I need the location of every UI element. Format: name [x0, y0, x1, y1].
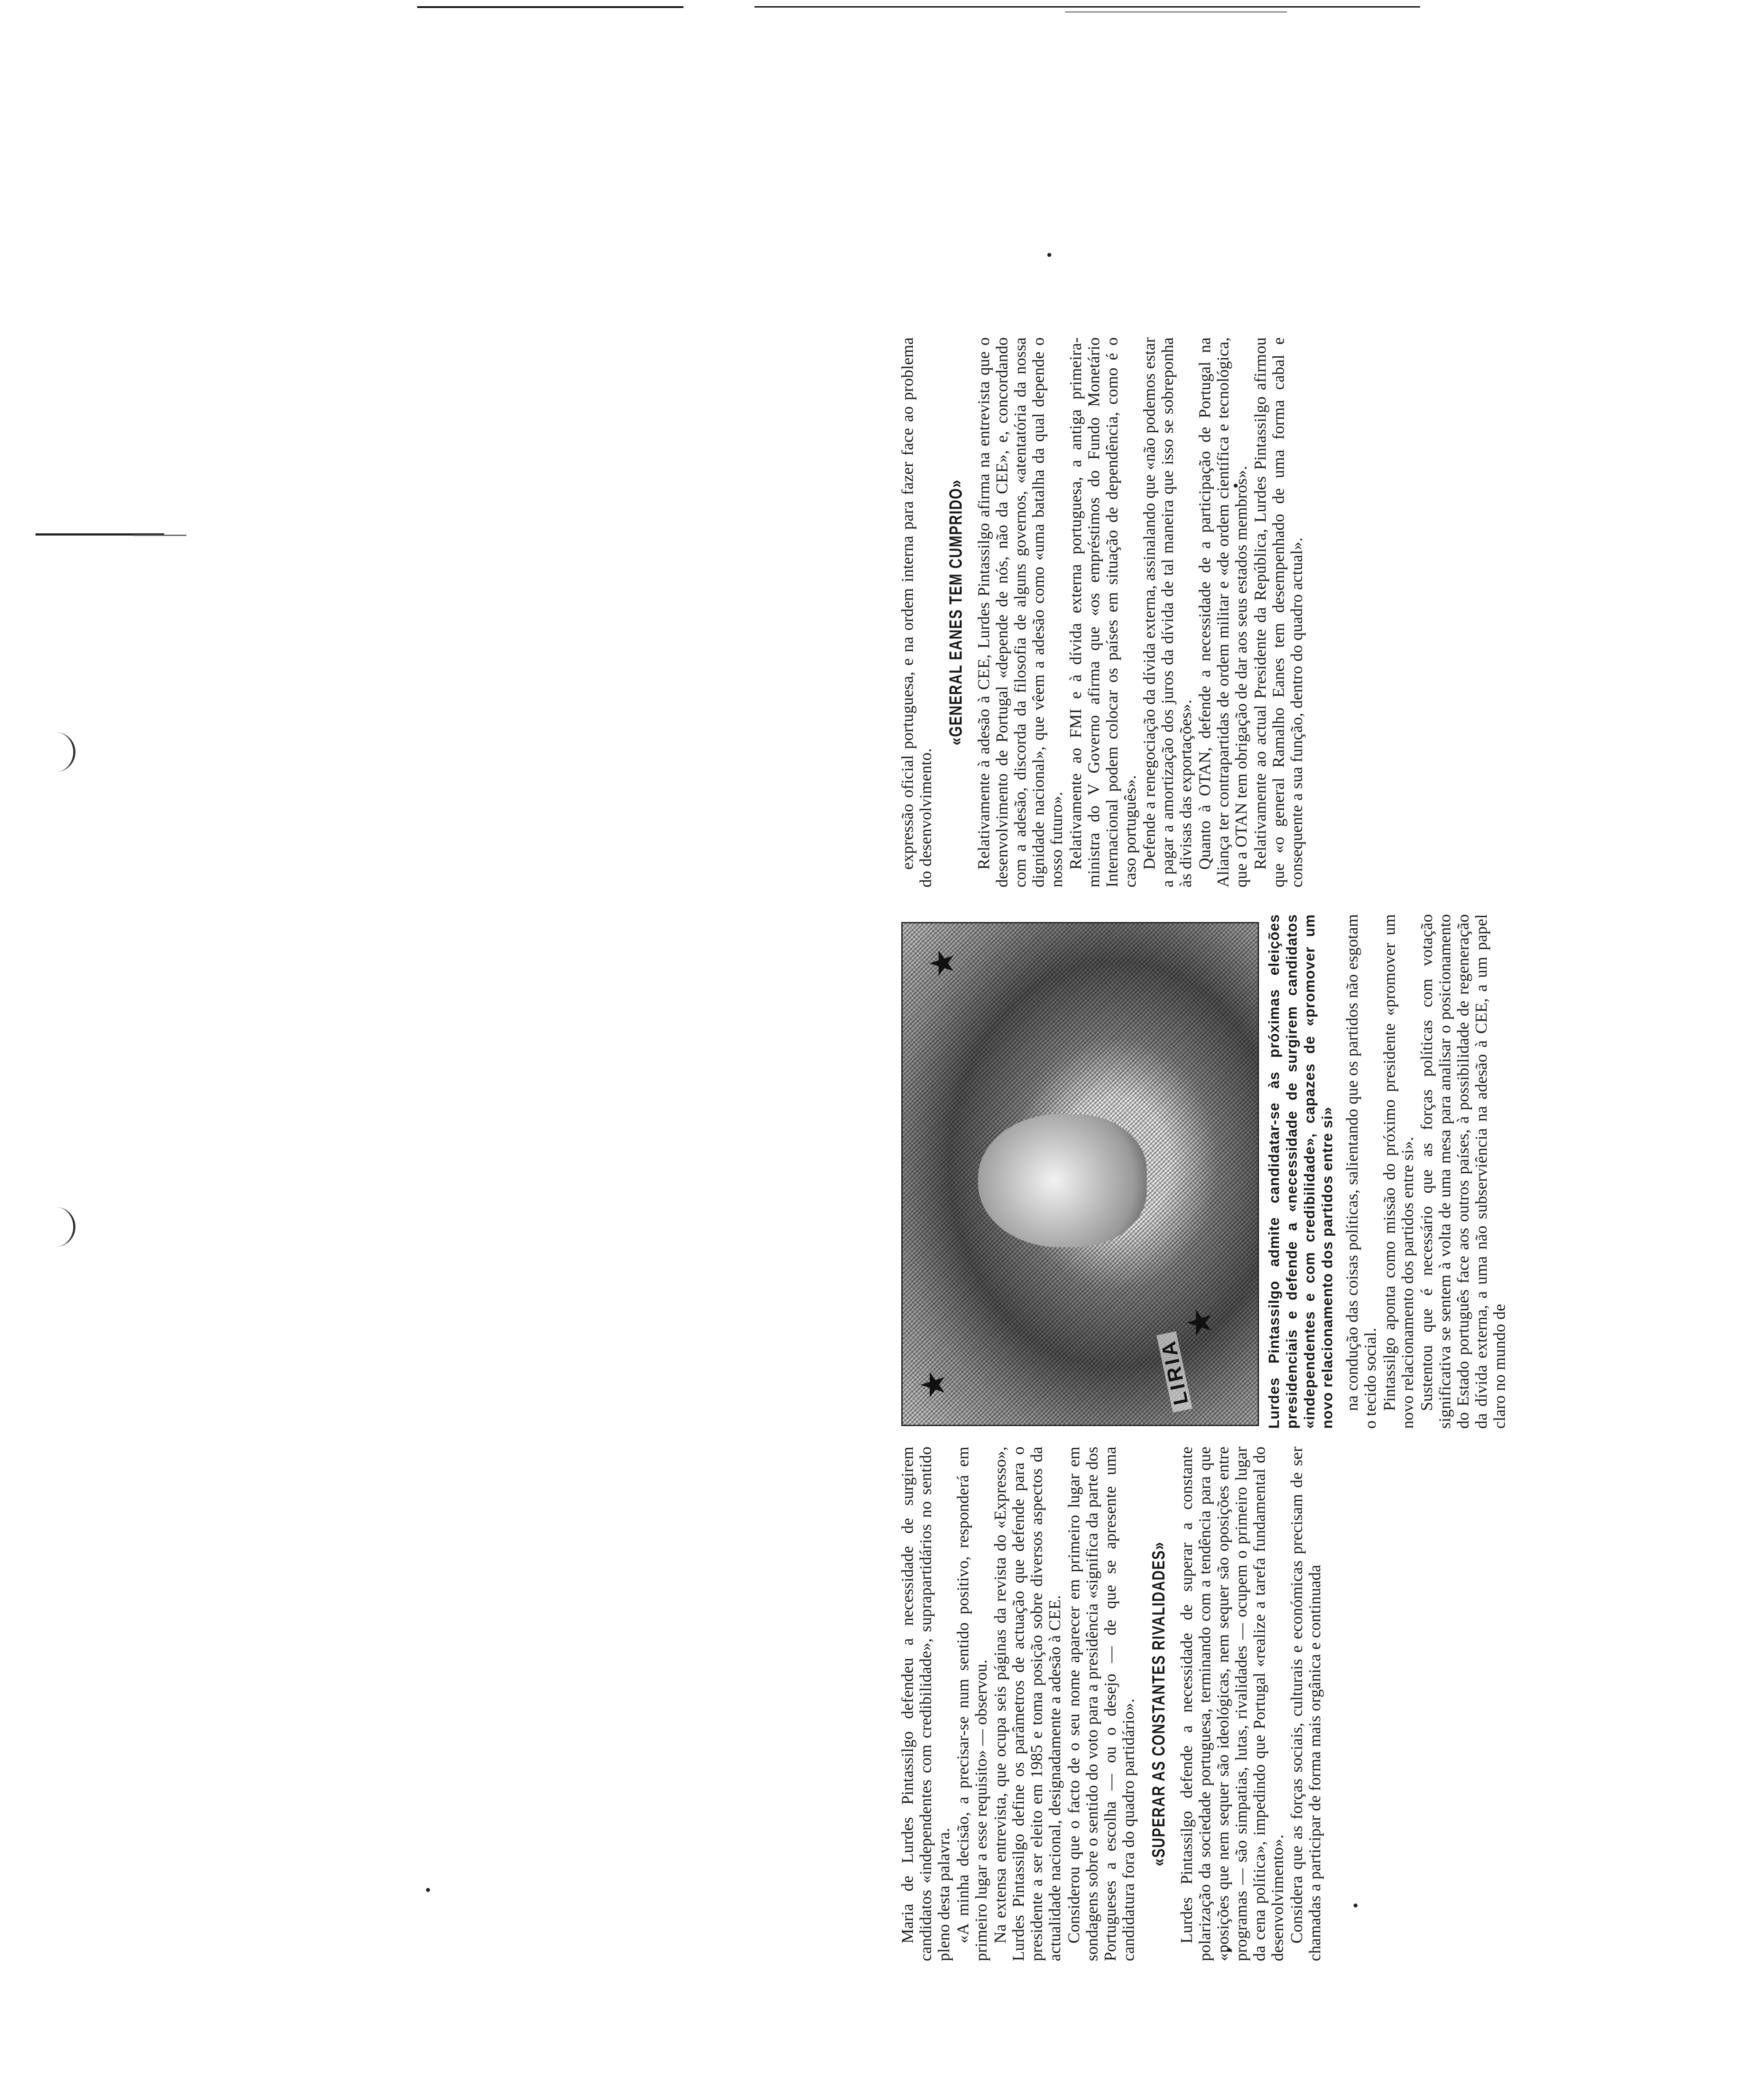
portrait-face [978, 1114, 1147, 1247]
paragraph: Relativamente à adesão à CEE, Lurdes Pintassilgo afirma na entrevista que o desenvolvimento de Portugal «depende de nós, não da CEE», e, concordando com a adesão, discorda da filosofia de alguns governos, «atentatória da nossa dignidade nacional», que vêem a adesão como «uma batalha da qual depende o nosso futuro». [975, 337, 1066, 887]
paragraph: Na extensa entrevista, que ocupa seis páginas da revista do «Expresso», Lurdes Pintassilgo define os parâmetros de actuação que defende para o presidente a ser eleito em 1985 e toma posição sobre diversos aspectos da actualidade nacional, designadamente a adesão à CEE. [991, 1446, 1064, 1961]
paragraph: Pintassilgo aponta como missão do próximo presidente «promover um novo relacionamento dos partidos entre si». [1381, 914, 1417, 1429]
photo-caption: Lurdes Pintassilgo admite candidatar-se às próximas eleições presidenciais e defende a «necessidade de surgirem candidatos «independentes e com credibilidade», capazes de «promover um novo relacionamento dos partidos entre si» [1266, 914, 1335, 1429]
star-icon [1187, 1309, 1213, 1336]
speck [1047, 253, 1051, 257]
article-column-3 [899, 337, 1307, 887]
article-column-2 [899, 914, 1510, 1429]
paragraph: Sustentou que é necessário que as forças políticas com votação significativa se sentem à volta de uma mesa para analisar o posicionamento do Estado português face aos outros países, à possibilidade de regeneração da dívida externa, a uma não subserviência na adesão à CEE, a um papel claro no mundo de [1418, 914, 1509, 1429]
scan-edge-line [754, 6, 1420, 8]
paragraph: Considerou que o facto de o seu nome aparecer em primeiro lugar em sondagens sobre o sentido do voto para a presidência «significa da parte dos Portugueses a escolha — ou o desejo — de que se apresente uma candidatura fora do quadro partidário». [1065, 1446, 1138, 1961]
star-icon [929, 950, 956, 977]
section-subheading: «SUPERAR AS CONSTANTES RIVALIDADES» [1149, 1541, 1168, 1866]
paragraph: Maria de Lurdes Pintassilgo defendeu a necessidade de surgirem candidatos «independentes com credibilidade», suprapartidários no sentido pleno desta palavra. [899, 1446, 953, 1961]
portrait-photo [901, 922, 1259, 1426]
paragraph: Quanto à OTAN, defende a necessidade de a participação de Portugal na Aliança ter contrapartidas de ordem militar e «de ordem científica e tecnológica, que a OTAN tem obrigação de dar aos seus estados membros». [1196, 337, 1251, 887]
photo-banner-text: LIRIA [1156, 1331, 1192, 1413]
margin-curve-mark [42, 1207, 75, 1247]
margin-dash-mark [133, 535, 186, 536]
speck [426, 1888, 430, 1892]
paragraph: Lurdes Pintassilgo defende a necessidade de superar a constante polarização da sociedade portuguesa, terminando com a tendência para que «posições que nem sequer são ideológicas, nem sequer são oposições entre programas — são simpatias, lutas, rivalidades — ocupem o primeiro lugar da cena política», impedindo que Portugal «realize a tarefa fundamental do desenvolvimento». [1178, 1446, 1287, 1961]
scan-edge-line [417, 6, 683, 8]
paragraph: Considera que as forças sociais, culturais e económicas precisam de ser chamadas a participar de forma mais orgânica e continuada [1288, 1446, 1324, 1961]
paragraph: na condução das coisas políticas, salientando que os partidos não esgotam o tecido social. [1343, 914, 1380, 1429]
margin-curve-mark [42, 732, 75, 772]
paragraph: Relativamente ao FMI e à dívida externa portuguesa, a antiga primeira-ministra do V Governo afirma que «os empréstimos do Fundo Monetário Internacional podem colocar os países em situação de dependência, como é o caso português». [1067, 337, 1140, 887]
article-column-1 [899, 1446, 1325, 1961]
paragraph: Relativamente ao actual Presidente da República, Lurdes Pintassilgo afirmou que «o general Ramalho Eanes tem desempenhado de uma forma cabal e consequente a sua função, dentro do quadro actual». [1251, 337, 1306, 887]
newspaper-clipping [899, 311, 1764, 1961]
paragraph: Defende a renegociação da dívida externa, assinalando que «não podemos estar a pagar a amortização dos juros da dívida de tal maneira que isso se sobreponha às divisas das exportações». [1140, 337, 1195, 887]
section-subheading: «GENERAL EANES TEM CUMPRIDO» [946, 479, 966, 745]
paragraph: expressão oficial portuguesa, e na ordem interna para fazer face ao problema do desenvolvimento. [899, 337, 935, 887]
star-icon [920, 1371, 947, 1398]
paragraph: «A minha decisão, a precisar-se num sentido positivo, responderá em primeiro lugar a esse requisito» — observou. [954, 1446, 991, 1961]
